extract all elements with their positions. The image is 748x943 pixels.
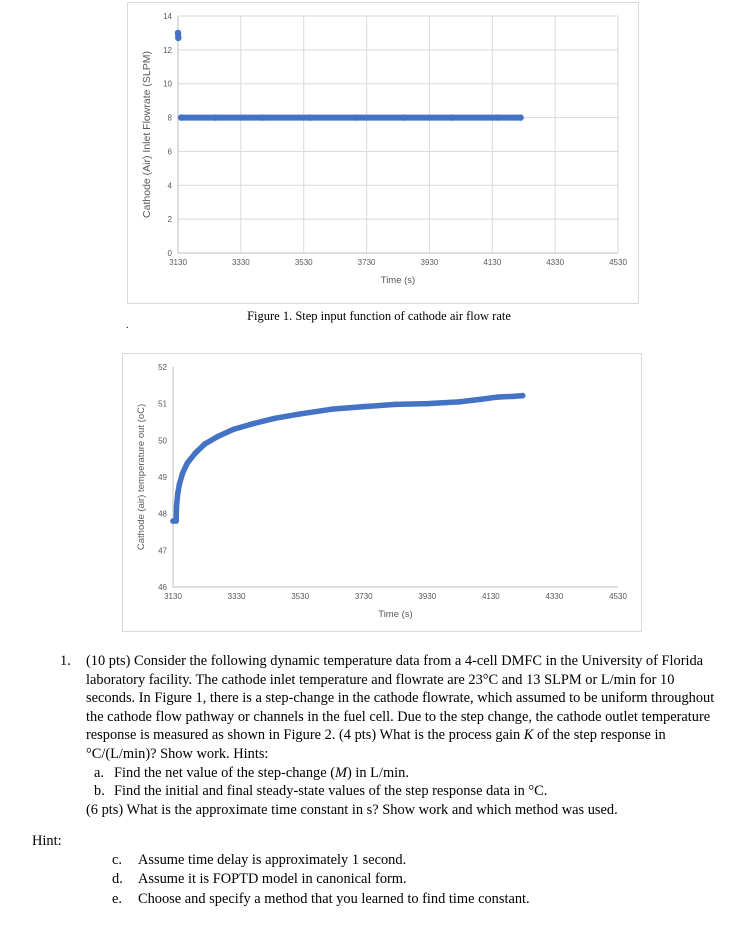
figure-1-caption [0,309,748,324]
y-tick-label: 10 [163,79,172,89]
data-point [510,394,516,400]
hint-item-a-label: a. [94,764,104,781]
hint-label: Hint: [32,833,62,849]
data-point [250,421,256,427]
x-tick-label: 4130 [481,592,500,601]
hint-item-e-text: Choose and specify a method that you learned to find time constant. [138,890,530,907]
data-point [424,401,430,407]
y-tick-label: 0 [167,249,172,258]
y-tick-label: 4 [167,181,172,191]
data-point [517,114,523,120]
x-tick-label: 3730 [357,258,376,267]
data-point [215,434,221,440]
x-tick-label: 3730 [354,592,373,601]
data-point [494,394,500,400]
x-tick-label: 3930 [418,592,437,601]
data-point [354,114,360,120]
hint-item-a-tail: ) in L/min. [346,764,409,781]
hint-item-e [112,890,712,909]
data-point [202,441,208,447]
data-point [213,114,219,120]
x-tick-label: 4330 [545,592,564,601]
data-point [329,406,335,412]
data-point [192,450,198,456]
data-point [297,411,303,417]
x-axis-title: Time (s) [380,275,416,286]
x-tick-label: 4330 [546,258,565,267]
question-intro: (10 pts) Consider the following dynamic temperature data from a 4-cell DMFC in the University of Florida laboratory facility. The cathode inlet temperature and flowrate are 23°C and 13 SLPM or L/min for 10 seconds. In Figure 1, there is a step-change in the cathode flowrate, which assumed to be uniform throughout the cathode flow pathway or channels in the fuel cell. Due to the step change, the cathode outlet temperature response is measured as shown in Figure 2. (4 pts) What is the process gain [86,653,715,744]
y-tick-label: 50 [158,436,167,446]
y-tick-label: 49 [158,473,167,482]
data-point [178,114,184,120]
data-point [175,491,181,497]
data-series-line [173,396,523,521]
x-tick-label: 3930 [420,258,439,267]
data-point [479,396,485,402]
step-symbol: M [334,764,347,781]
figure-1-chart [127,2,639,304]
stray-dot: . [126,320,129,331]
gain-symbol: K [523,727,534,744]
y-tick-label: 47 [158,546,167,556]
figure-1-caption-text: Figure 1. Step input function of cathode air flow rate [247,309,511,323]
data-point [401,114,407,120]
y-tick-label: 46 [158,583,167,592]
x-tick-label: 3530 [294,258,313,267]
hint-item-c [112,851,712,870]
x-tick-label: 4530 [609,592,627,601]
y-tick-label: 8 [167,113,172,123]
hint-item-b-text: Find the initial and final steady-state values of the step response data in °C. [114,783,548,800]
data-point [361,404,367,410]
x-tick-label: 4130 [483,258,502,267]
question-body [86,652,720,764]
hint-item-c-label: c. [112,852,122,868]
hint-item-c-text: Assume time delay is approximately 1 second. [138,852,407,868]
hint-item-d-label: d. [112,871,123,888]
temperature-chart-svg [123,354,641,631]
hint-list [112,851,712,909]
hint-item-e-label: e. [112,890,122,907]
question-part-2: (6 pts) What is the approximate time constant in s? Show work and which method was used. [86,801,618,818]
data-point [393,402,399,408]
x-tick-label: 3530 [291,592,310,601]
y-tick-label: 48 [158,509,167,519]
data-point [185,460,191,466]
hint-item-d-text: Assume it is FOPTD model in canonical form. [138,871,407,888]
flowrate-chart-svg [128,3,638,303]
y-tick-label: 12 [163,45,172,55]
x-tick-label: 3330 [227,592,246,601]
y-tick-label: 14 [163,12,172,21]
data-point [520,393,526,399]
x-tick-label: 3130 [164,592,182,601]
x-axis-title: Time (s) [378,609,413,620]
y-tick-label: 6 [167,147,172,157]
data-point [456,399,462,405]
hint-item-b-label: b. [94,783,105,800]
data-point [174,504,180,510]
y-axis-title: Cathode (air) temperature out (oC) [136,403,147,551]
hint-item-a [86,764,720,783]
y-tick-label: 51 [158,399,167,409]
y-axis-title: Cathode (Air) Inlet Flowrate (SLPM) [141,51,153,218]
x-tick-label: 3330 [231,258,250,267]
question-1 [60,652,720,819]
y-tick-label: 52 [158,363,167,372]
hint-item-b [86,782,720,801]
data-point [180,471,186,477]
data-point [448,114,454,120]
question-intro-tail: of the step response in °C/(L/min)? Show work. Hints: [86,727,666,762]
hint-item-a-text: Find the net value of the step-change ( [114,764,335,781]
question-number: 1. [60,653,71,669]
hint-item-d [112,870,712,889]
figure-2-chart [122,353,642,632]
data-point [495,114,501,120]
data-point [177,482,183,488]
data-point [307,114,313,120]
y-tick-label: 2 [167,215,172,225]
data-point [175,35,181,41]
data-point [272,416,278,422]
data-point [173,518,179,524]
x-tick-label: 4530 [609,258,627,267]
x-tick-label: 3130 [169,258,187,267]
data-point [260,114,266,120]
data-point [231,427,237,433]
